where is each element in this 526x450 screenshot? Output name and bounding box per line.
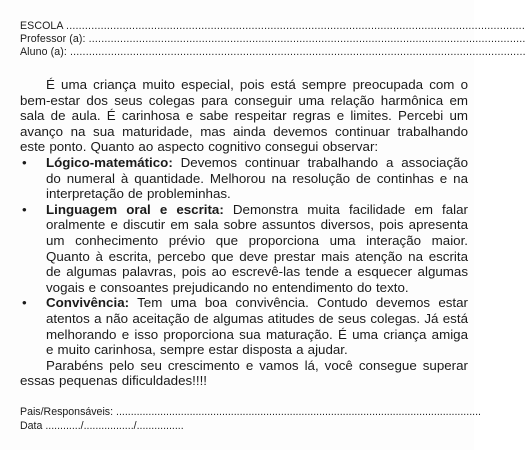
teacher-line — [20, 33, 526, 46]
parents-label: Pais/Responsáveis: — [20, 406, 114, 418]
date-dots: ............/................./................ — [45, 420, 184, 432]
item-text: Tem uma boa convivência. Contudo devemos estar atentos a não aceitação de algumas atitudes de seus colegas. Já está melhorando e isso proporciona sua maturação. É uma criança amiga e muito carinhosa, sempre estar disposta a ajudar. — [46, 295, 468, 358]
bullet-icon: • — [22, 295, 27, 311]
parents-dots: ............................................................................................................................ — [116, 406, 481, 418]
bullet-icon: • — [22, 201, 27, 217]
item-title: Convivência: — [46, 295, 130, 311]
parents-line — [20, 406, 481, 419]
item-text: Demonstra muita facilidade em falar oralmente e discutir em sala sobre assuntos diversos, pois apresenta um conhecimento prévio que proporciona uma interação maior. Quanto à escrita, percebo que deve prestar mais atenção na escrita de algumas palavras, pois ao escrevê-las tende a esquecer algumas vogais e consoantes prejudicando no entendimento do texto. — [46, 201, 468, 295]
intro-paragraph: É uma criança muito especial, pois está sempre preocupada com o bem-estar dos seus colegas para conseguir uma relação harmônica em sala de aula. É carinhosa e sabe respeitar regras e limites. Percebi um avanço na sua maturidade, mas ainda devemos continuar trabalhando este ponto. Quanto ao aspecto cognitivo consegui observar: — [20, 77, 468, 155]
teacher-dots: ........................................................................................................................................... — [88, 33, 526, 45]
teacher-label: Professor (a): — [20, 33, 86, 45]
student-line — [20, 46, 526, 59]
student-label: Aluno (a): — [20, 46, 67, 58]
item-text: Devemos continuar trabalhando a associação do numeral à quantidade. Melhorou na resolução de continhas e na interpretação de probleminhas. — [46, 154, 468, 202]
item-linguagem — [20, 202, 468, 296]
report-body — [20, 77, 468, 389]
item-title: Lógico-matemático: — [46, 154, 173, 170]
school-line — [20, 20, 525, 33]
school-label: ESCOLA — [20, 20, 63, 32]
item-title: Linguagem oral e escrita: — [46, 201, 224, 217]
bullet-icon: • — [22, 154, 27, 170]
date-label: Data — [20, 420, 43, 432]
school-dots: .................................................................................................................................................. — [66, 20, 525, 32]
closing-paragraph: Parabéns pelo seu crescimento e vamos lá, você consegue superar essas pequenas dificuldades!!!! — [20, 357, 468, 389]
item-convivencia — [20, 295, 468, 357]
date-line — [20, 420, 468, 433]
student-dots: ................................................................................................................................................. — [69, 46, 526, 58]
item-logico-matematico — [20, 155, 468, 202]
